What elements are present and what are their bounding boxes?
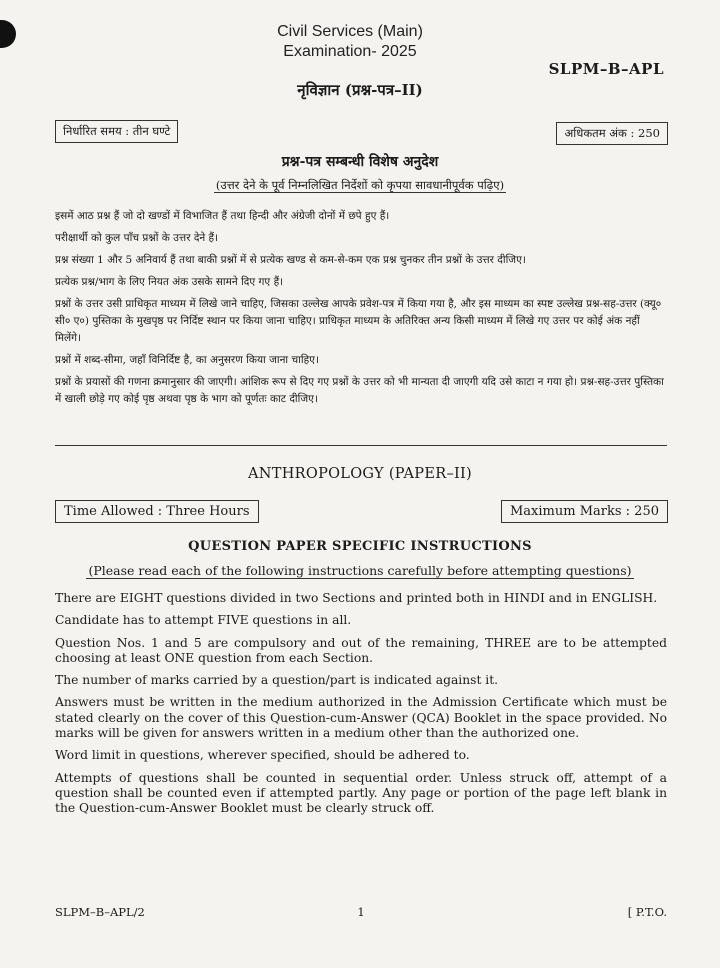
english-instruction: Attempts of questions shall be counted in sequential order. Unless struck off, attempt of a question shall be counted even if attempted partly. Any page or portion of the page left blank in the Question-cum-Answer Booklet must be clearly struck off. (55, 770, 667, 816)
hindi-max-marks: अधिकतम अंक : 250 (556, 122, 668, 145)
english-instruction: Candidate has to attempt FIVE questions in all. (55, 613, 352, 628)
english-instruction: Word limit in questions, wherever specified, should be adhered to. (55, 748, 470, 763)
punch-hole-mark (0, 20, 16, 48)
stamp-line-2: Examination- 2025 (283, 43, 417, 60)
english-paper-title: ANTHROPOLOGY (PAPER–II) (247, 466, 473, 482)
hindi-instruction: प्रश्नों में शब्द-सीमा, जहाँ विनिर्दिष्ट है, का अनुसरण किया जाना चाहिए। (55, 354, 319, 366)
hindi-instructions (55, 208, 667, 413)
english-time-allowed: Time Allowed : Three Hours (55, 500, 259, 523)
exam-stamp (260, 22, 440, 62)
english-max-marks: Maximum Marks : 250 (501, 500, 668, 523)
stamp-line-1: Civil Services (Main) (277, 23, 423, 40)
hindi-instruction: प्रश्न संख्या 1 और 5 अनिवार्य हैं तथा बाकी प्रश्नों में से प्रत्येक खण्ड से कम-से-कम एक प्रश्न चुनकर तीन प्रश्नों के उत्तर दीजिए। (55, 254, 526, 266)
pto-label: [ P.T.O. (627, 905, 667, 919)
hindi-instructions-subheading (0, 178, 720, 193)
english-instruction: There are EIGHT questions divided in two Sections and printed both in HINDI and in ENGLISH. (55, 591, 658, 605)
english-instructions-subheading (0, 563, 720, 578)
english-instruction: The number of marks carried by a question/part is indicated against it. (55, 673, 499, 688)
english-instruction: Answers must be written in the medium authorized in the Admission Certificate which must be stated clearly on the cover of this Question-cum-Answer (QCA) Booklet in the space provided. No marks will be given for answers written in a medium other than the authorized one. (55, 695, 667, 741)
english-subheading-text: (Please read each of the following instructions carefully before attempting questions) (88, 563, 632, 578)
paper-code: SLPM–B–APL (548, 60, 664, 78)
hindi-instruction: प्रत्येक प्रश्न/भाग के लिए नियत अंक उसके सामने दिए गए हैं। (55, 276, 284, 288)
hindi-instructions-heading: प्रश्न-पत्र सम्बन्धी विशेष अनुदेश (281, 154, 439, 170)
english-instruction: Question Nos. 1 and 5 are compulsory and out of the remaining, THREE are to be attempted choosing at least ONE question from each Section. (55, 635, 667, 665)
hindi-subheading-text: (उत्तर देने के पूर्व निम्नलिखित निर्देशों को कृपया सावधानीपूर्वक पढ़िए) (215, 178, 505, 192)
footer-code: SLPM–B–APL/2 (55, 905, 145, 919)
hindi-time-allowed: निर्धारित समय : तीन घण्टे (55, 120, 178, 143)
hindi-instruction: परीक्षार्थी को कुल पाँच प्रश्नों के उत्तर देने हैं। (55, 232, 219, 244)
english-instructions-heading: QUESTION PAPER SPECIFIC INSTRUCTIONS (188, 539, 532, 554)
hindi-instruction: प्रश्नों के उत्तर उसी प्राधिकृत माध्यम में लिखे जाने चाहिए, जिसका उल्लेख आपके प्रवेश-पत्र में किया गया है, और इस माध्यम का स्पष्ट उल्लेख प्रश्न-सह-उत्तर (क्यू० सी० ए०) पुस्तिका के मुखपृष्ठ पर निर्दिष्ट स्थान पर किया जाना चाहिए। प्राधिकृत माध्यम के अतिरिक्त अन्य किसी माध्यम में लिखे गए उत्तर पर कोई अंक नहीं मिलेंगे। (55, 298, 662, 344)
hindi-instruction: इसमें आठ प्रश्न हैं जो दो खण्डों में विभाजित हैं तथा हिन्दी और अंग्रेजी दोनों में छपे हुए हैं। (55, 210, 390, 222)
hindi-paper-title: नृविज्ञान (प्रश्न-पत्र–II) (297, 81, 423, 99)
hindi-instruction: प्रश्नों के प्रयासों की गणना क्रमानुसार की जाएगी। आंशिक रूप से दिए गए प्रश्नों के उत्तर को भी मान्यता दी जाएगी यदि उसे काटा न गया हो। प्रश्न-सह-उत्तर पुस्तिका में खाली छोड़े गए कोई पृष्ठ अथवा पृष्ठ के भाग को पूर्णतः काट दीजिए। (55, 376, 664, 405)
section-divider (55, 445, 667, 446)
page-number: 1 (357, 905, 365, 919)
english-instructions (55, 591, 667, 824)
